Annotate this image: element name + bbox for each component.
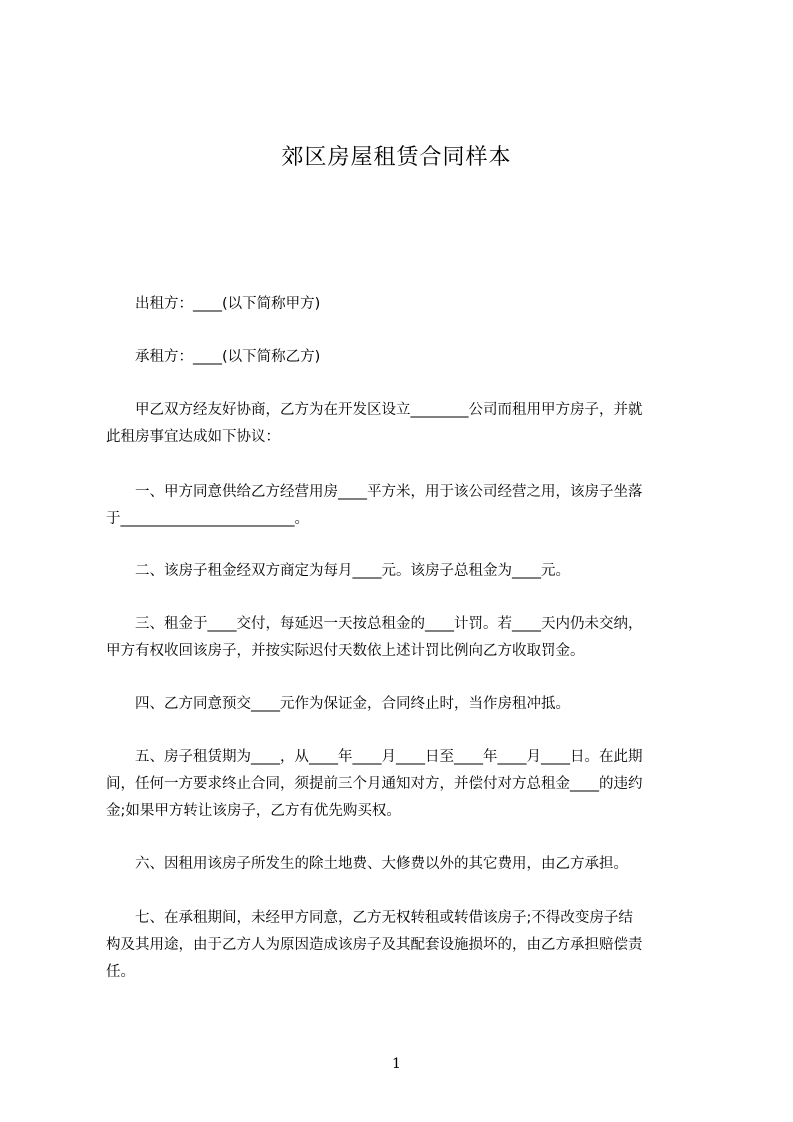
clause-line: 甲方有权收回该房子，并按实际迟付天数依上述计罚比例向乙方收取罚金。 [106,643,585,659]
clause-line: 甲乙双方经友好协商，乙方为在开发区设立________公司而租用甲方房子，并就 [106,402,643,418]
clause-line: 于________________________。 [106,511,309,527]
clause-line: 五、房子租赁期为____，从____年____月____日至____年____月____日。在此期 [106,749,643,765]
clause-line: 此租房事宜达成如下协议： [106,429,280,445]
clause-line: 承租方：____(以下简称乙方) [106,349,321,365]
clause-line: 三、租金于____交付，每延迟一天按总租金的____计罚。若____天内仍未交纳， [106,616,643,632]
clause-line: 一、甲方同意供给乙方经营用房____平方米，用于该公司经营之用，该房子坐落 [106,484,643,500]
clause-line: 六、因租用该房子所发生的除土地费、大修费以外的其它费用，由乙方承担。 [106,856,628,872]
clause-line: 金;如果甲方转让该房子，乙方有优先购买权。 [106,803,401,819]
clause-line: 出租方：____(以下简称甲方) [106,296,321,312]
clause-line: 二、该房子租金经双方商定为每月____元。该房子总租金为____元。 [106,563,570,579]
clause-line: 四、乙方同意预交____元作为保证金，合同终止时，当作房租冲抵。 [106,696,570,712]
clause-line: 任。 [106,964,135,980]
page-title: 郊区房屋租赁合同样本 [281,145,512,170]
clause-line: 间，任何一方要求终止合同，须提前三个月通知对方，并偿付对方总租金____的违约 [106,776,643,792]
page-number: 1 [392,1056,401,1072]
clause-line: 构及其用途，由于乙方人为原因造成该房子及其配套设施损坏的，由乙方承担赔偿责 [106,937,643,953]
clause-line: 七、在承租期间，未经甲方同意，乙方无权转租或转借该房子;不得改变房子结 [106,910,633,926]
